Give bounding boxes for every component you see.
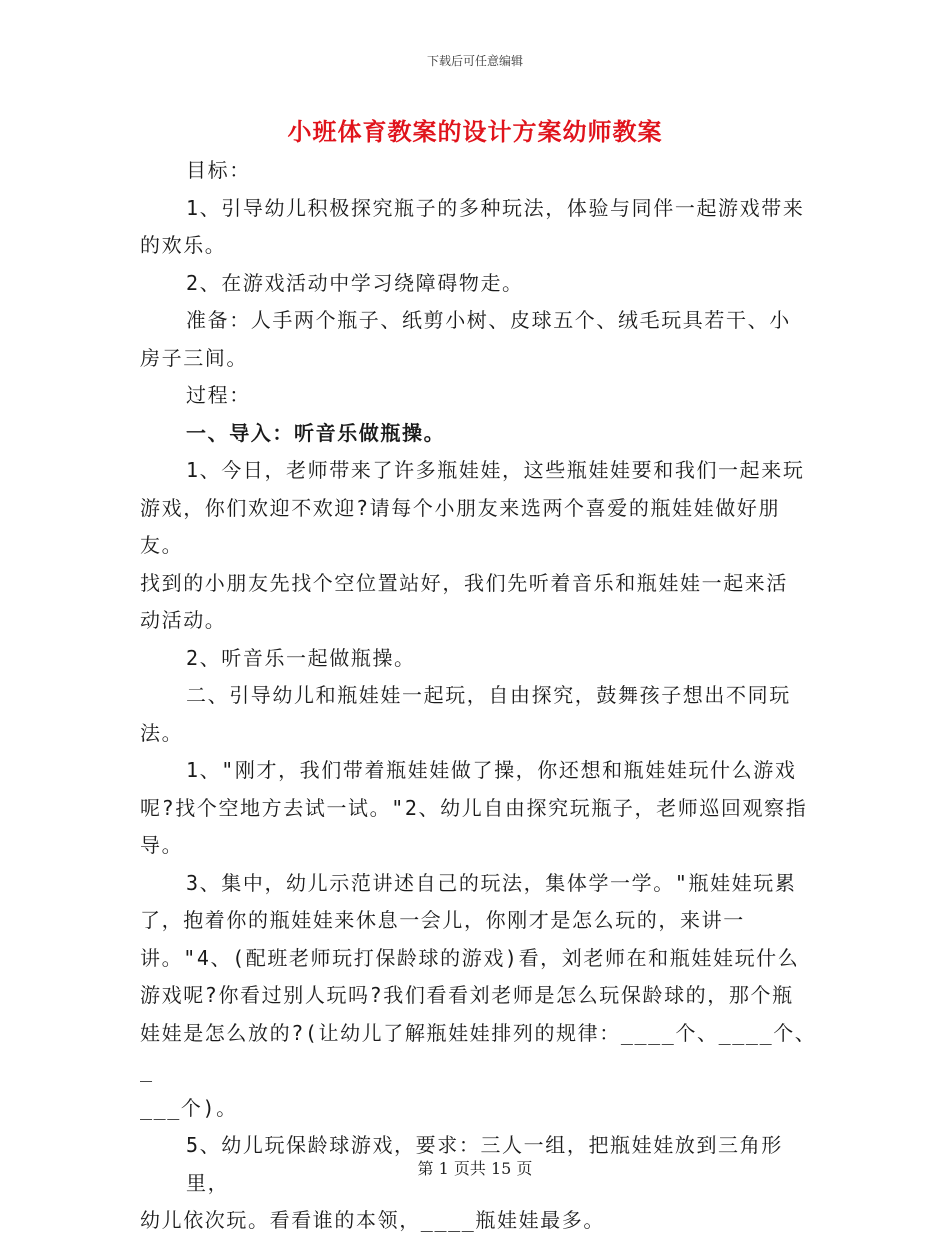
page-header-note: 下载后可任意编辑 (426, 54, 523, 68)
paragraph-line: 准备：人手两个瓶子、纸剪小树、皮球五个、绒毛玩具若干、小 (186, 308, 791, 332)
paragraph-line: 1、引导幼儿积极探究瓶子的多种玩法，体验与同伴一起游戏带来 (186, 195, 805, 220)
paragraph-line: 了，抱着你的瓶娃娃来休息一会儿，你刚才是怎么玩的，来讲一 (140, 908, 745, 932)
paragraph-line: 导。 (140, 833, 184, 857)
paragraph-line: ___个)。 (140, 1095, 238, 1120)
paragraph-line: 房子三间。 (140, 345, 248, 370)
document-title: 小班体育教案的设计方案幼师教案 (287, 117, 663, 146)
paragraph-line: 2、在游戏活动中学习绕障碍物走。 (186, 270, 524, 295)
paragraph-line: 的欢乐。 (140, 233, 227, 257)
paragraph-line: 法。 (140, 720, 184, 745)
page-number-footer: 第 1 页共 15 页 (417, 1159, 533, 1178)
paragraph-line: 呢?找个空地方去试一试。"2、幼儿自由探究玩瓶子，老师巡回观察指 (140, 795, 808, 820)
paragraph-line: 过程： (186, 383, 251, 407)
paragraph-line: 2、听音乐一起做瓶操。 (186, 645, 416, 670)
paragraph-line: 讲。"4、(配班老师玩打保龄球的游戏)看，刘老师在和瓶娃娃玩什么 (140, 945, 800, 970)
paragraph-line: 二、引导幼儿和瓶娃娃一起玩，自由探究，鼓舞孩子想出不同玩 (186, 683, 791, 707)
paragraph-line: 目标： (186, 158, 251, 182)
paragraph-line: 3、集中，幼儿示范讲述自己的玩法，集体学一学。"瓶娃娃玩累 (186, 870, 797, 895)
paragraph-line: 游戏，你们欢迎不欢迎?请每个小朋友来选两个喜爱的瓶娃娃做好朋友。 (140, 495, 781, 557)
section-heading: 一、导入：听音乐做瓶操。 (186, 420, 446, 445)
paragraph-line: 1、今日，老师带来了许多瓶娃娃，这些瓶娃娃要和我们一起来玩 (186, 458, 805, 482)
paragraph-line: 幼儿依次玩。看看谁的本领，____瓶娃娃最多。 (140, 1208, 605, 1232)
paragraph-line: 游戏呢?你看过别人玩吗?我们看看刘老师是怎么玩保龄球的，那个瓶 (140, 983, 794, 1007)
document-body (140, 152, 820, 1240)
paragraph-line: 5、幼儿玩保龄球游戏，要求：三人一组，把瓶娃娃放到三角形里， (186, 1133, 783, 1195)
paragraph-line: 动活动。 (140, 608, 227, 632)
paragraph-line: 1、"刚才，我们带着瓶娃娃做了操，你还想和瓶娃娃玩什么游戏 (186, 758, 797, 782)
paragraph-line: 找到的小朋友先找个空位置站好，我们先听着音乐和瓶娃娃一起来活 (140, 570, 788, 595)
paragraph-line: 娃娃是怎么放的?(让幼儿了解瓶娃娃排列的规律：____个、____个、_ (140, 1020, 817, 1082)
